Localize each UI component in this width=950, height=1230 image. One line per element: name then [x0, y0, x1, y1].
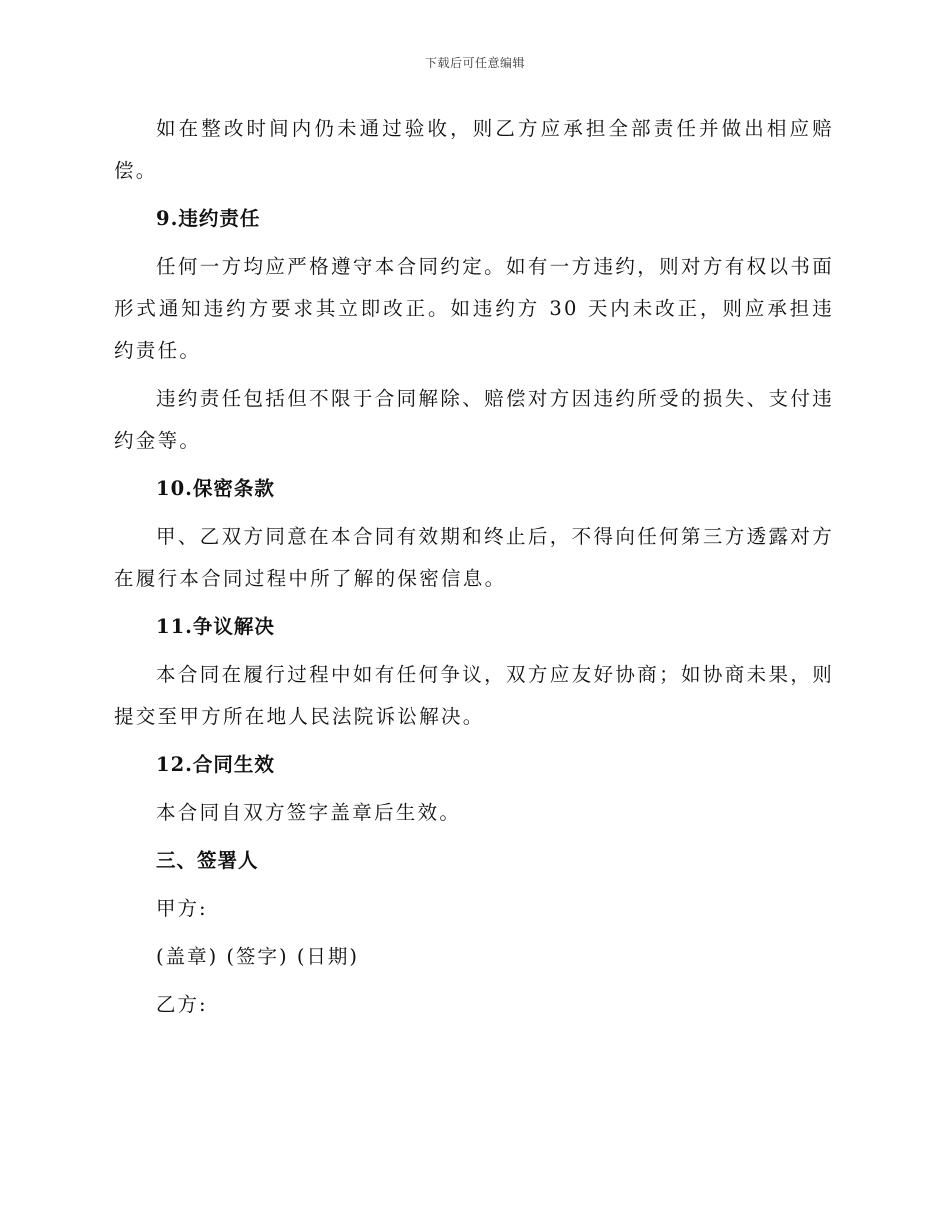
section-heading-confidentiality: 10.保密条款	[156, 477, 275, 500]
party-a-label: 甲方:	[156, 897, 208, 920]
section-heading-dispute: 11.争议解决	[156, 615, 275, 638]
paragraph-effective: 本合同自双方签字盖章后生效。	[156, 801, 462, 824]
page-header: 下载后可任意编辑	[424, 56, 525, 70]
document-body	[114, 108, 834, 1032]
paragraph-rectification: 如在整改时间内仍未通过验收，则乙方应承担全部责任并做出相应赔偿。	[114, 117, 834, 182]
paragraph-breach-notice: 任何一方均应严格遵守本合同约定。如有一方违约，则对方有权以书面形式通知违约方要求其立即改正。如违约方 30 天内未改正，则应承担违约责任。	[114, 255, 834, 362]
section-heading-signatories: 三、签署人	[156, 849, 259, 872]
paragraph-breach-scope: 违约责任包括但不限于合同解除、赔偿对方因违约所受的损失、支付违约金等。	[114, 387, 834, 452]
signature-line: (盖章) (签字) (日期)	[156, 945, 360, 968]
section-heading-breach: 9.违约责任	[156, 207, 261, 230]
paragraph-confidentiality: 甲、乙双方同意在本合同有效期和终止后，不得向任何第三方透露对方在履行本合同过程中所了解的保密信息。	[114, 525, 834, 590]
party-b-label: 乙方:	[156, 993, 208, 1016]
section-heading-effective: 12.合同生效	[156, 753, 275, 776]
paragraph-dispute: 本合同在履行过程中如有任何争议，双方应友好协商；如协商未果，则提交至甲方所在地人民法院诉讼解决。	[114, 663, 834, 728]
